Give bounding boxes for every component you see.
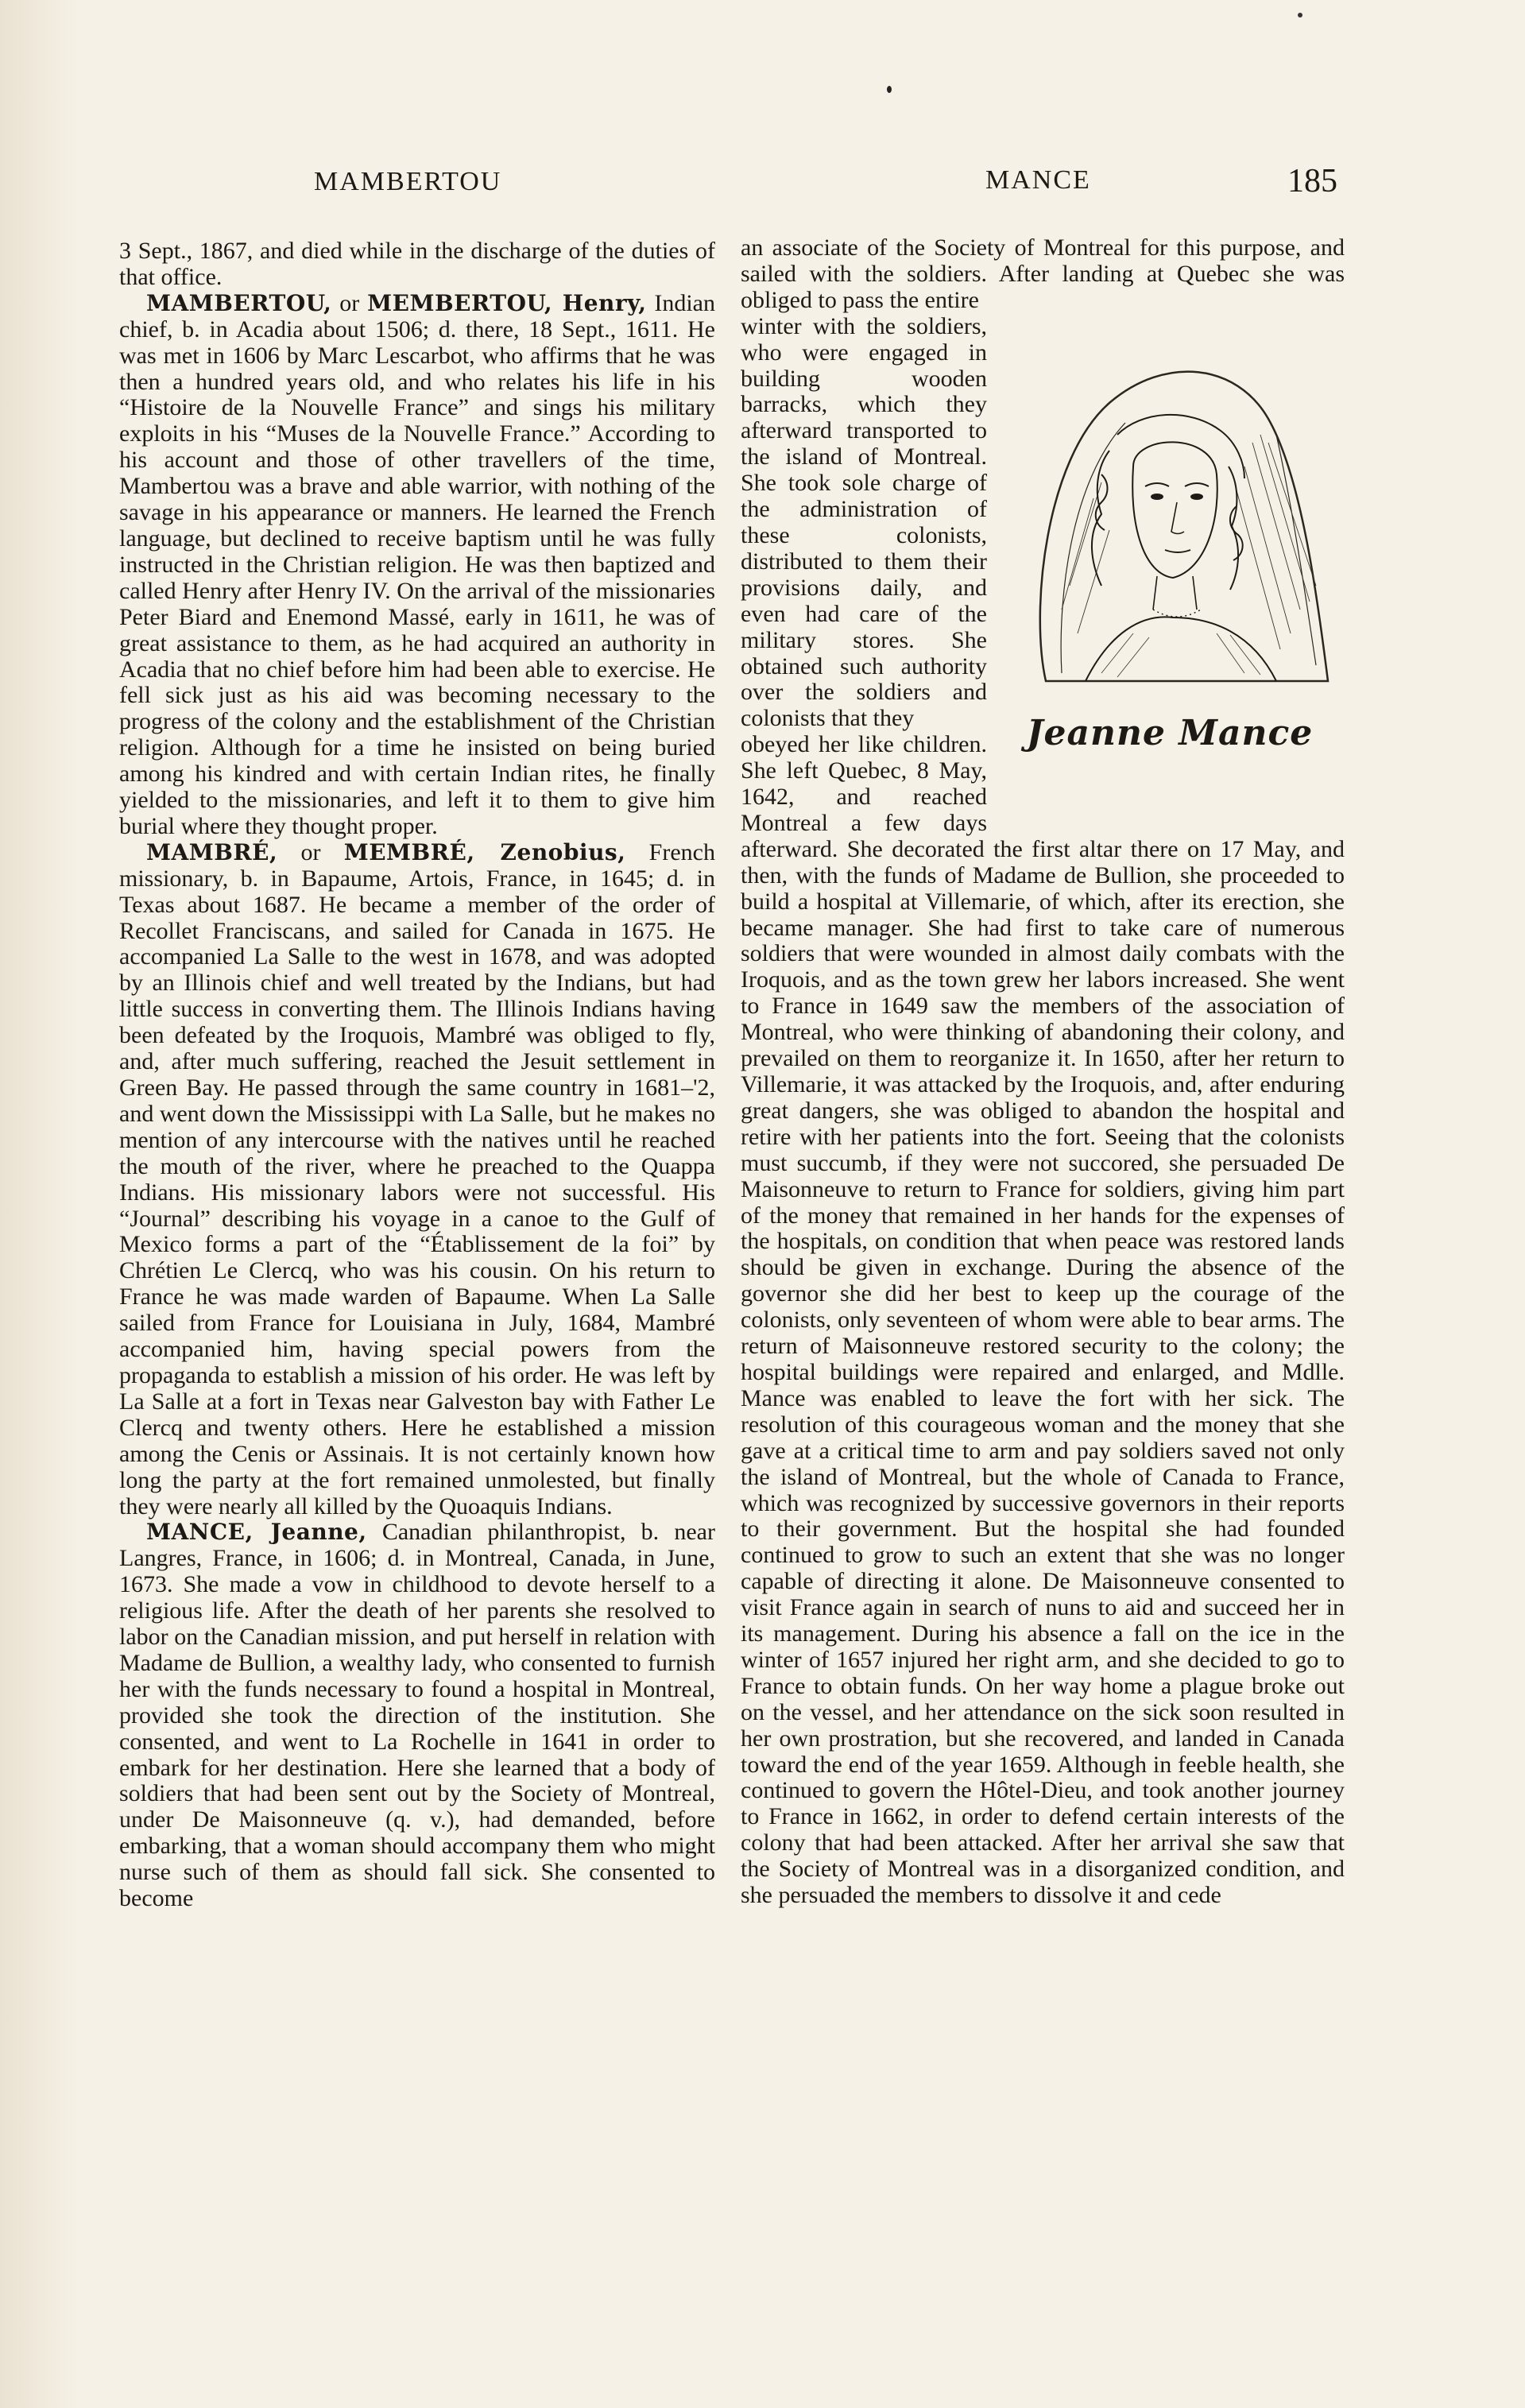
right-column — [741, 235, 1345, 1909]
mance-continuation-lead: an associate of the Society of Montreal for this purpose, and sailed with the soldiers. After landing at Quebec she was obliged to pass the entire — [741, 234, 1345, 313]
entry-mambertou — [119, 291, 715, 840]
mance-continuation-rest: obeyed her like children. She left Quebec, 8 May, 1642, and reached Montreal a few days afterward. She decorated the first altar there on 17 May, and then, with the funds of Madame de Bullion, she proceeded to build a hospital at Villemarie, of which, after its erection, she became manager. She had first to take care of numerous soldiers that were wounded in almost daily combats with the Iroquois, and as the town grew her labors increased. She went to France in 1649 saw the members of the association of Montreal, who were thinking of abandoning their colony, and prevailed on them to reorganize it. In 1650, after her return to Villemarie, it was attacked by the Iroquois, and, after enduring great dangers, she was obliged to abandon the hospital and retire with her patients into the fort. Seeing that the colonists must succumb, if they were not succored, she persuaded De Maisonneuve to return to France for soldiers, giving him part of the money that remained in her hands for the expenses of the hospitals, on condition that when peace was restored lands should be given in exchange. During the absence of the governor she did her best to keep up the courage of the colonists, only seventeen of whom were able to bear arms. The return of Maisonneuve restored security to the colony; the hospital buildings were repaired and enlarged, and Mdlle. Mance was enabled to leave the fort with her sick. The resolution of this courageous woman and the money that she gave at a critical time to arm and pay soldiers saved not only the island of Montreal, but the whole of Canada to France, which was recognized by successive governors in their reports to their government. But the hospital she had founded continued to grow to such an extent that she was no longer capable of directing it alone. De Maisonneuve consented to visit France again in search of nuns to aid and succeed her in its management. During his absence a fall on the ice in the winter of 1657 injured her right arm, and she decided to go to France to obtain funds. On her way home a plague broke out on the vessel, and her attendance on the sick soon resulted in her own prostration, but she recovered, and landed in Canada toward the end of the year 1659. Although in feeble health, she continued to govern the Hôtel-Dieu, and took another journey to France in 1662, in order to defend certain interests of the colony that had been attacked. After her arrival she saw that the Society of Montreal was in a disorganized condition, and she persuaded the members to dissolve it and cede — [741, 731, 1345, 1909]
entry-connector: or — [277, 838, 344, 865]
entry-mance — [119, 1520, 715, 1912]
portrait-signature: Jeanne Mance — [1026, 712, 1314, 753]
mance-wrapped-text: winter with the soldiers, who were engaged in building wooden barracks, which they afterward transported to the island of Montreal. She took sole charge of the administration of these colonists, distributed to them their provisions daily, and even had care of the military stores. She obtained such authority over the soldiers and colonists that they — [741, 312, 987, 732]
ink-speck — [887, 86, 892, 93]
left-column — [119, 238, 715, 1912]
running-header — [0, 163, 1525, 207]
entry-mambre — [119, 840, 715, 1520]
entry-heading: MAMBRÉ, — [146, 838, 278, 865]
entry-text: Indian chief, b. in Acadia about 1506; d. there, 18 Sept., 1611. He was met in 1606 by Marc Lescarbot, who affirms that he was then a hundred years old, and who relates his life in his “Histoire de la Nouvelle France” and sings his military exploits in his “Muses de la Nouvelle France.” According to his account and those of other travellers of the time, Mambertou was a brave and able warrior, with nothing of the savage in his appearance or manners. He learned the French language, but declined to receive baptism until he was fully instructed in the Christian religion. He was then baptized and called Henry after Henry IV. On the arrival of the missionaries Peter Biard and Enemond Massé, early in 1611, he was of great assistance to them, as he had acquired an authority in Acadia that no chief before him had been able to exercise. He fell sick just as his aid was becoming necessary to the progress of the colony and the establishment of the Christian religion. Although for a time he insisted on being buried among his kindred and with certain Indian rites, he finally yielded to the missionaries, and left it to them to give him burial where they thought proper. — [119, 289, 716, 839]
header-left-word: MAMBERTOU — [314, 167, 502, 196]
entry-heading: MAMBERTOU, — [146, 289, 332, 316]
entry-heading: MANCE, Jeanne, — [146, 1519, 367, 1546]
entry-text: French missionary, b. in Bapaume, Artois, France, in 1645; d. in Texas about 1687. He became a member of the order of Recollet Franciscans, and sailed for Canada in 1675. He accompanied La Salle to the west in 1678, and was adopted by an Illinois chief and well treated by the Indians, but had little success in converting them. The Illinois Indians having been defeated by the Iroquois, Mambré was obliged to fly, and, after much suffering, reached the Jesuit settlement in Green Bay. He passed through the same country in 1681–'2, and went down the Mississippi with La Salle, but he makes no mention of any intercourse with the natives until he reached the mouth of the river, where he preached to the Quappa Indians. His missionary labors were not successful. His “Journal” describing his voyage in a canoe to the Gulf of Mexico forms a part of the “Établissement de la foi” by Chrétien Le Clercq, who was his cousin. On his return to France he was made warden of Bapaume. When La Salle sailed from France for Louisiana in July, 1684, Mambré accompanied him, having special powers from the propaganda to establish a mission of his order. He was left by La Salle at a fort in Texas near Galveston bay with Father Le Clercq and twenty others. Here he established a mission among the Cenis or Assinais. It is not certainly known how long the party at the fort remained unmolested, but finally they were nearly all killed by the Quoaquis Indians. — [119, 838, 715, 1520]
entry-text: Canadian philanthropist, b. near Langres, France, in 1606; d. in Montreal, Canada, in June, 1673. She made a vow in childhood to devote herself to a religious life. After the death of her parents she resolved to labor on the Canadian mission, and put herself in relation with Madame de Bullion, a wealthy lady, who consented to furnish her with the funds necessary to found a hospital in Montreal, provided she took the direction of the institution. She consented, and went to La Rochelle in 1641 in order to embark for her destination. Here she learned that a body of soldiers that had been sent out by the Society of Montreal, under De Maisonneuve (q. v.), had demanded, before embarking, that a woman should accompany them who might nurse such of them as should fall sick. She consented to become — [119, 1519, 715, 1912]
header-center-word: MANCE — [985, 165, 1091, 195]
paragraph-continuation: 3 Sept., 1867, and died while in the discharge of the duties of that office. — [119, 238, 715, 290]
page-number: 185 — [1287, 163, 1337, 199]
portrait-figure — [995, 343, 1345, 811]
page-edge-shadow — [0, 0, 79, 2408]
portrait-engraving-icon — [1014, 347, 1332, 713]
entry-connector: or — [331, 289, 368, 316]
entry-heading-alt: MEMBERTOU, Henry, — [367, 289, 647, 316]
entry-heading-alt: MEMBRÉ, Zenobius, — [343, 838, 626, 865]
ink-speck — [1298, 13, 1302, 17]
